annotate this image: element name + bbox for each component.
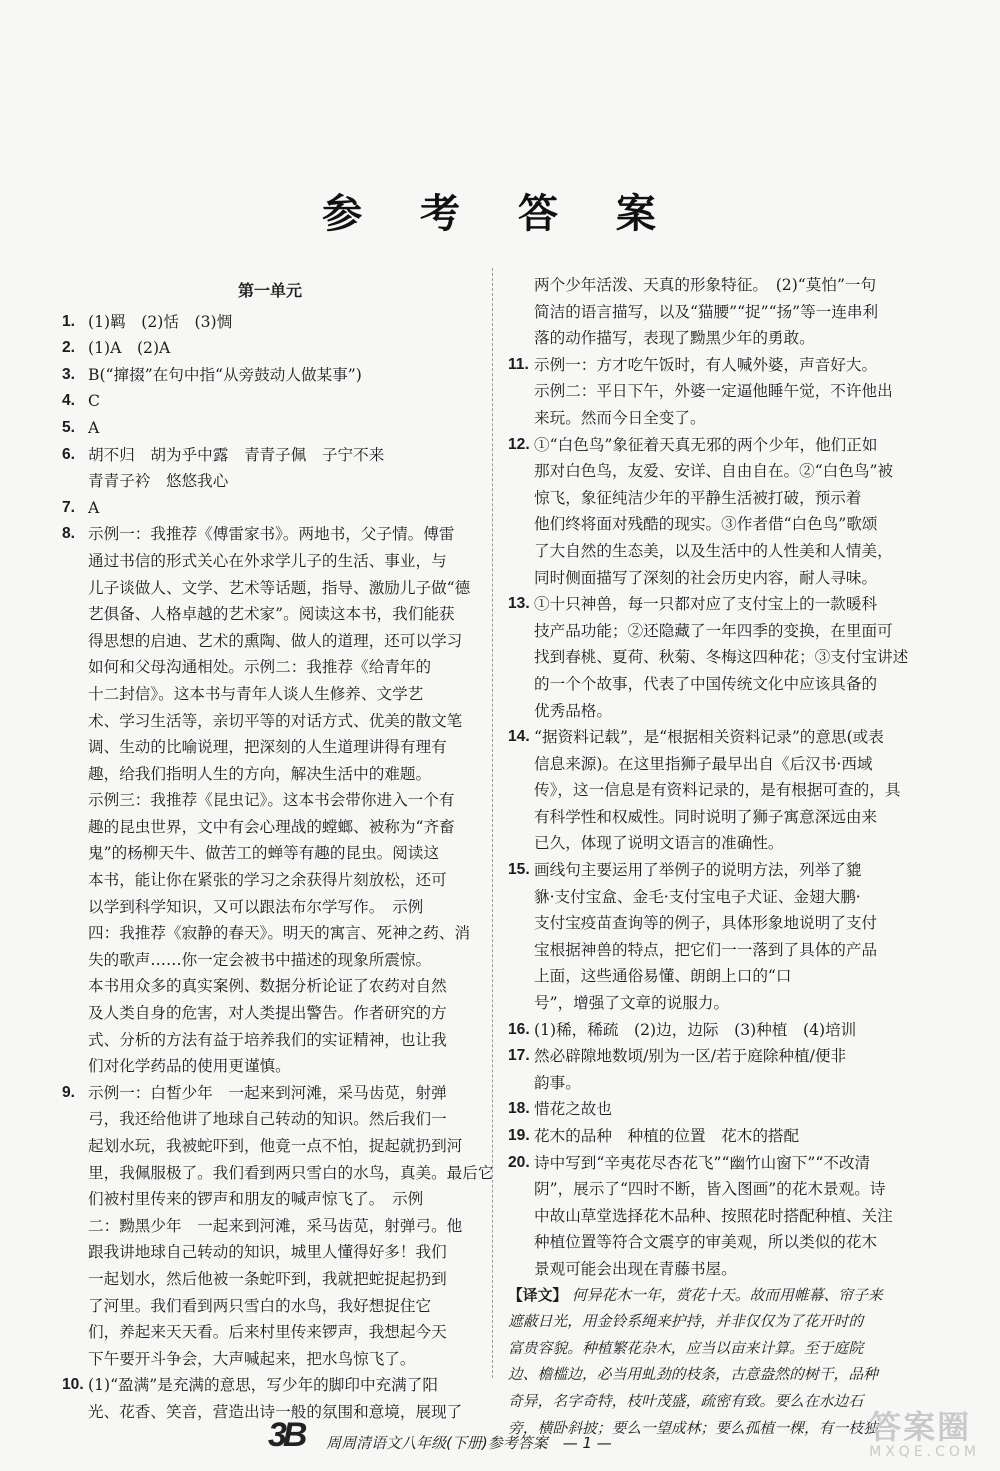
answer-line: 优秀品格。 <box>534 701 612 720</box>
answer-line: A <box>88 498 100 517</box>
answer-line: 示例一：我推荐《傅雷家书》。两地书，父子情。傅雷 <box>88 525 455 544</box>
publisher-logo: 3B <box>268 1416 304 1454</box>
answer-number: 8. <box>62 525 76 543</box>
answer-line: 韵事。 <box>534 1073 581 1092</box>
answer-text <box>88 362 478 389</box>
answer-line: 儿子谈做人、文学、艺术等话题，指导、激励儿子做“德 <box>88 578 471 597</box>
answer-text <box>88 415 478 442</box>
answer-line: 青青子衿 悠悠我心 <box>88 472 229 491</box>
answer-line: 示例一：方才吃午饭时，有人喊外婆，声音好大。 <box>534 355 878 374</box>
answer-number: 12. <box>508 435 530 453</box>
answer-number: 15. <box>508 861 530 879</box>
answer-line: 传》，这一信息是有资料记录的，是有根据可查的，具 <box>534 781 901 800</box>
answer-line: ①十只神兽，每一只都对应了支付宝上的一款暖科 <box>534 595 878 614</box>
answer-text <box>88 309 478 336</box>
translation-line: 遮蔽日光，用金铃系绳来护持，并非仅仅为了花开时的 <box>508 1313 864 1331</box>
answer-line: 失的歌声……你一定会被书中描述的现象所震惊。 <box>88 950 432 969</box>
answer-line: 惊飞，象征纯洁少年的平静生活被打破，预示着 <box>534 488 862 507</box>
answer-line: 貅·支付宝盒、金毛·支付宝电子犬证、金翅大鹏· <box>534 887 861 906</box>
answer-line: 一起划水，然后他被一条蛇吓到，我就把蛇捉起扔到 <box>88 1269 447 1288</box>
answer-item <box>508 1017 936 1044</box>
answer-number: 5. <box>62 418 76 436</box>
answer-line: 如何和父母沟通相处。示例二：我推荐《给青年的 <box>88 658 432 677</box>
answer-line: 鬼”的杨柳天牛、做苦工的蝉等有趣的昆虫。阅读这 <box>88 844 440 863</box>
answer-line: 艺俱备、人格卓越的艺术家”。阅读这本书，我们能获 <box>88 605 455 624</box>
answer-item <box>62 335 478 362</box>
answer-text <box>88 335 478 362</box>
answer-text <box>534 1096 936 1123</box>
answer-line: 支付宝疫苗查询等的例子，具体形象地说明了支付 <box>534 914 878 933</box>
answer-line: 跟我讲地球自己转动的知识，城里人懂得好多！我们 <box>88 1243 447 1262</box>
answer-line: C <box>88 392 100 411</box>
answer-number: 13. <box>508 595 530 613</box>
watermark <box>869 1402 980 1460</box>
answer-line: (1)稀，稀疏 (2)边，边际 (3)种植 (4)培训 <box>534 1020 857 1039</box>
answer-line: 调、生动的比喻说理，把深刻的人生道理讲得有理有 <box>88 738 447 757</box>
answer-line: 种植位置等符合文震亨的审美观，所以类似的花木 <box>534 1233 878 1252</box>
answer-line: 技产品功能；②还隐藏了一年四季的变换，在里面可 <box>534 621 893 640</box>
answer-line: 了大自然的生态美，以及生活中的人性美和人情美， <box>534 541 893 560</box>
answer-text <box>534 272 936 352</box>
right-column <box>508 272 936 1442</box>
answer-number: 4. <box>62 392 76 410</box>
answer-line: 及人类自身的危害，对人类提出警告。作者研究的方 <box>88 1004 447 1023</box>
answer-line: 阴”，展示了“四时不断，皆入图画”的花木景观。诗 <box>534 1180 886 1199</box>
answer-number: 3. <box>62 365 76 383</box>
answer-item <box>508 432 936 592</box>
answer-line: 起划水玩，我被蛇吓到，他竟一点不怕，捉起就扔到河 <box>88 1137 463 1155</box>
answer-line: 四：我推荐《寂静的春天》。明天的寓言、死神之药、消 <box>88 924 471 943</box>
answer-item <box>508 1096 936 1123</box>
answer-number: 7. <box>62 498 76 516</box>
answer-text <box>534 1150 936 1283</box>
right-answer-list <box>508 272 936 1283</box>
answer-line: 来玩。然而今日全变了。 <box>534 408 706 427</box>
answer-line: 们被村里传来的锣声和朋友的喊声惊飞了。 示例 <box>88 1190 424 1209</box>
answer-item <box>508 724 936 857</box>
answer-line: 中故山草堂选择花木品种、按照花时搭配种植、关注 <box>534 1206 893 1225</box>
answer-line: 然必辟隙地数顷/别为一区/若于庭除种植/便非 <box>534 1047 847 1066</box>
answer-number: 17. <box>508 1047 530 1065</box>
unit-title: 第一单元 <box>237 281 302 300</box>
answer-number: 11. <box>508 355 529 373</box>
left-answer-list <box>62 309 494 1426</box>
answer-line: (1)羁 (2)恬 (3)惆 <box>88 312 233 331</box>
answer-text <box>88 442 478 495</box>
answer-line: 弓，我还给他讲了地球自己转动的知识。然后我们一 <box>88 1110 447 1129</box>
answer-line: 示例二：平日下午，外婆一定逼他睡午觉，不许他出 <box>534 382 893 401</box>
answer-line: 式、分析的方法有益于培养我们的实证精神，也让我 <box>88 1030 447 1049</box>
answer-text <box>88 521 478 1079</box>
answer-line: 两个少年活泼、天真的形象特征。 (2)“莫怕”一句 <box>534 276 877 294</box>
answer-line: 光、花香、笑音，营造出诗一般的氛围和意境，展现了 <box>88 1402 463 1421</box>
answer-number: 9. <box>62 1083 76 1101</box>
footer-text: 周周清语文八年级(下册)参考答案 — 1 — <box>326 1434 612 1452</box>
answer-number: 18. <box>508 1100 530 1118</box>
answer-line: 惜花之故也 <box>534 1100 612 1119</box>
answer-item <box>62 362 478 389</box>
answer-line: 宝根据神兽的特点，把它们一一落到了具体的产品 <box>534 940 878 959</box>
answer-text <box>534 352 936 432</box>
answer-number: 2. <box>62 339 76 357</box>
answer-line: 花木的品种 种植的位置 花木的搭配 <box>534 1127 800 1145</box>
answer-line: 上面，这些通俗易懂、朗朗上口的“口 <box>534 967 792 986</box>
answer-line: B(“撺掇”在句中指“从旁鼓动人做某事”) <box>88 365 362 384</box>
left-column <box>62 272 494 1426</box>
translation-line: 旁，横卧斜披；要么一望成林；要么孤植一棵，有一枝独 <box>508 1419 878 1437</box>
answer-item <box>62 521 478 1079</box>
answer-number <box>508 272 534 352</box>
answer-line: A <box>88 418 100 437</box>
answer-line: 景观可能会出现在青藤书屋。 <box>534 1259 737 1278</box>
answer-item <box>62 495 478 522</box>
answer-text <box>534 1043 936 1096</box>
answer-line: 术、学习生活等，亲切平等的对话方式、优美的散文笔 <box>88 711 463 730</box>
answer-item <box>508 1150 936 1283</box>
answer-text <box>88 388 478 415</box>
answer-text <box>534 1017 936 1044</box>
answer-line: 十二封信》。这本书与青年人谈人生修养、文学艺 <box>88 684 424 703</box>
answer-line: 信息来源)。在这里指狮子最早出自《后汉书·西域 <box>534 754 873 773</box>
answer-text <box>88 495 478 522</box>
answer-line: (1)A (2)A <box>88 339 171 358</box>
translation-tag: 【译文】 <box>508 1286 568 1304</box>
answer-line: 们对化学药品的使用更谨慎。 <box>88 1057 291 1076</box>
answer-item <box>62 415 478 442</box>
answer-line: 得思想的启迪、艺术的熏陶、做人的道理，还可以学习 <box>88 631 463 650</box>
answer-line: 们，养起来天天看。后来村里传来锣声，我想起今天 <box>88 1323 447 1342</box>
watermark-main: 答案圈 <box>869 1408 972 1446</box>
answer-text <box>534 591 936 724</box>
answer-line: 已久，体现了说明文语言的准确性。 <box>534 834 784 853</box>
answer-line: 了河里。我们看到两只雪白的水鸟，我好想捉住它 <box>88 1296 432 1315</box>
answer-line: 胡不归 胡为乎中露 青青子佩 子宁不来 <box>88 445 385 464</box>
answer-text <box>534 432 936 592</box>
translation-line: 奇异，名字奇特，枝叶茂盛，疏密有致。要么在水边石 <box>508 1392 864 1410</box>
answer-line: 落的动作描写，表现了黝黑少年的勇敢。 <box>534 329 815 348</box>
answer-line: 通过书信的形式关心在外求学儿子的生活、事业，与 <box>88 551 447 570</box>
answer-line: 下午要开斗争会，大声喊起来，把水鸟惊飞了。 <box>88 1349 416 1368</box>
answer-item <box>508 272 936 352</box>
answer-line: 趣的昆虫世界，文中有会心理战的螳螂、被称为“齐畜 <box>88 817 455 836</box>
translation-line: 何异花木一年，赏花十天。故而用帷幕、帘子来 <box>571 1286 883 1304</box>
answer-text <box>534 724 936 857</box>
answer-number: 16. <box>508 1020 530 1038</box>
answer-line: 示例三：我推荐《昆虫记》。这本书会带你进入一个有 <box>88 791 455 810</box>
answer-number: 20. <box>508 1153 530 1171</box>
answer-number: 1. <box>62 312 76 330</box>
answer-item <box>62 388 478 415</box>
answer-line: (1)“盈满”是充满的意思，写少年的脚印中充满了阳 <box>88 1376 438 1395</box>
answer-line: 找到春桃、夏荷、秋菊、冬梅这四种花；③支付宝讲述 <box>534 648 909 667</box>
watermark-sub: MXQE.COM <box>869 1444 980 1460</box>
answer-text <box>534 1123 936 1150</box>
answer-number: 14. <box>508 728 530 746</box>
answer-line: 画线句主要运用了举例子的说明方法，列举了貔 <box>534 861 862 880</box>
answer-item <box>508 352 936 432</box>
answer-text <box>88 1080 493 1373</box>
answer-line: 里，我佩服极了。我们看到两只雪白的水鸟，真美。最后它 <box>88 1163 494 1182</box>
answer-number: 19. <box>508 1127 530 1144</box>
answer-line: 他们终将面对残酷的现实。③作者借“白色鸟”歌颂 <box>534 515 878 534</box>
answer-line: “据资料记载”，是“根据相关资料记录”的意思(或表 <box>534 728 884 747</box>
answer-text <box>534 857 936 1017</box>
answer-number: 10. <box>62 1376 84 1394</box>
answer-number: 6. <box>62 445 76 463</box>
answer-line: 那对白色鸟，友爱、安详、自由自在。②“白色鸟”被 <box>534 462 894 481</box>
answer-item <box>508 857 936 1017</box>
answer-item <box>62 1080 494 1373</box>
answer-item <box>508 1123 936 1150</box>
answer-line: ①“白色鸟”象征着天真无邪的两个少年，他们正如 <box>534 435 878 454</box>
answer-item <box>62 309 478 336</box>
page-title: 参 考 答 案 <box>322 190 678 237</box>
translation-line: 富贵容貌。种植繁花杂木，应当以亩来计算。至于庭院 <box>508 1339 864 1357</box>
answer-line: 有科学性和权威性。同时说明了狮子寓意深远由来 <box>534 807 878 826</box>
answer-item <box>508 591 936 724</box>
answer-line: 诗中写到“辛夷花尽杏花飞”“幽竹山窗下”“不改清 <box>534 1153 871 1172</box>
answer-line: 同时侧面描写了深刻的社会历史内容，耐人寻味。 <box>534 568 878 587</box>
answer-line: 的一个个故事，代表了中国传统文化中应该具备的 <box>534 674 878 693</box>
translation-line: 边、檐槛边，必当用虬劲的枝条，古意盎然的树干，品种 <box>508 1366 878 1384</box>
answer-line: 本书用众多的真实案例、数据分析论证了农药对自然 <box>88 977 447 996</box>
answer-line: 号”，增强了文章的说服力。 <box>534 994 730 1013</box>
answer-line: 本书，能让你在紧张的学习之余获得片刻放松，还可 <box>88 871 447 890</box>
answer-line: 示例一：白皙少年 一起来到河滩，采马齿苋，射弹 <box>88 1083 447 1102</box>
answer-item <box>508 1043 936 1096</box>
answer-line: 以学到科学知识，又可以跟法布尔学写作。 示例 <box>88 897 424 916</box>
answer-line: 简洁的语言描写，以及“猫腰”“捉”“扬”等一连串利 <box>534 302 879 321</box>
answer-item <box>62 442 478 495</box>
answer-line: 趣，给我们指明人生的方向，解决生活中的难题。 <box>88 764 432 783</box>
answer-line: 二：黝黑少年 一起来到河滩，采马齿苋，射弹弓。他 <box>88 1216 463 1235</box>
